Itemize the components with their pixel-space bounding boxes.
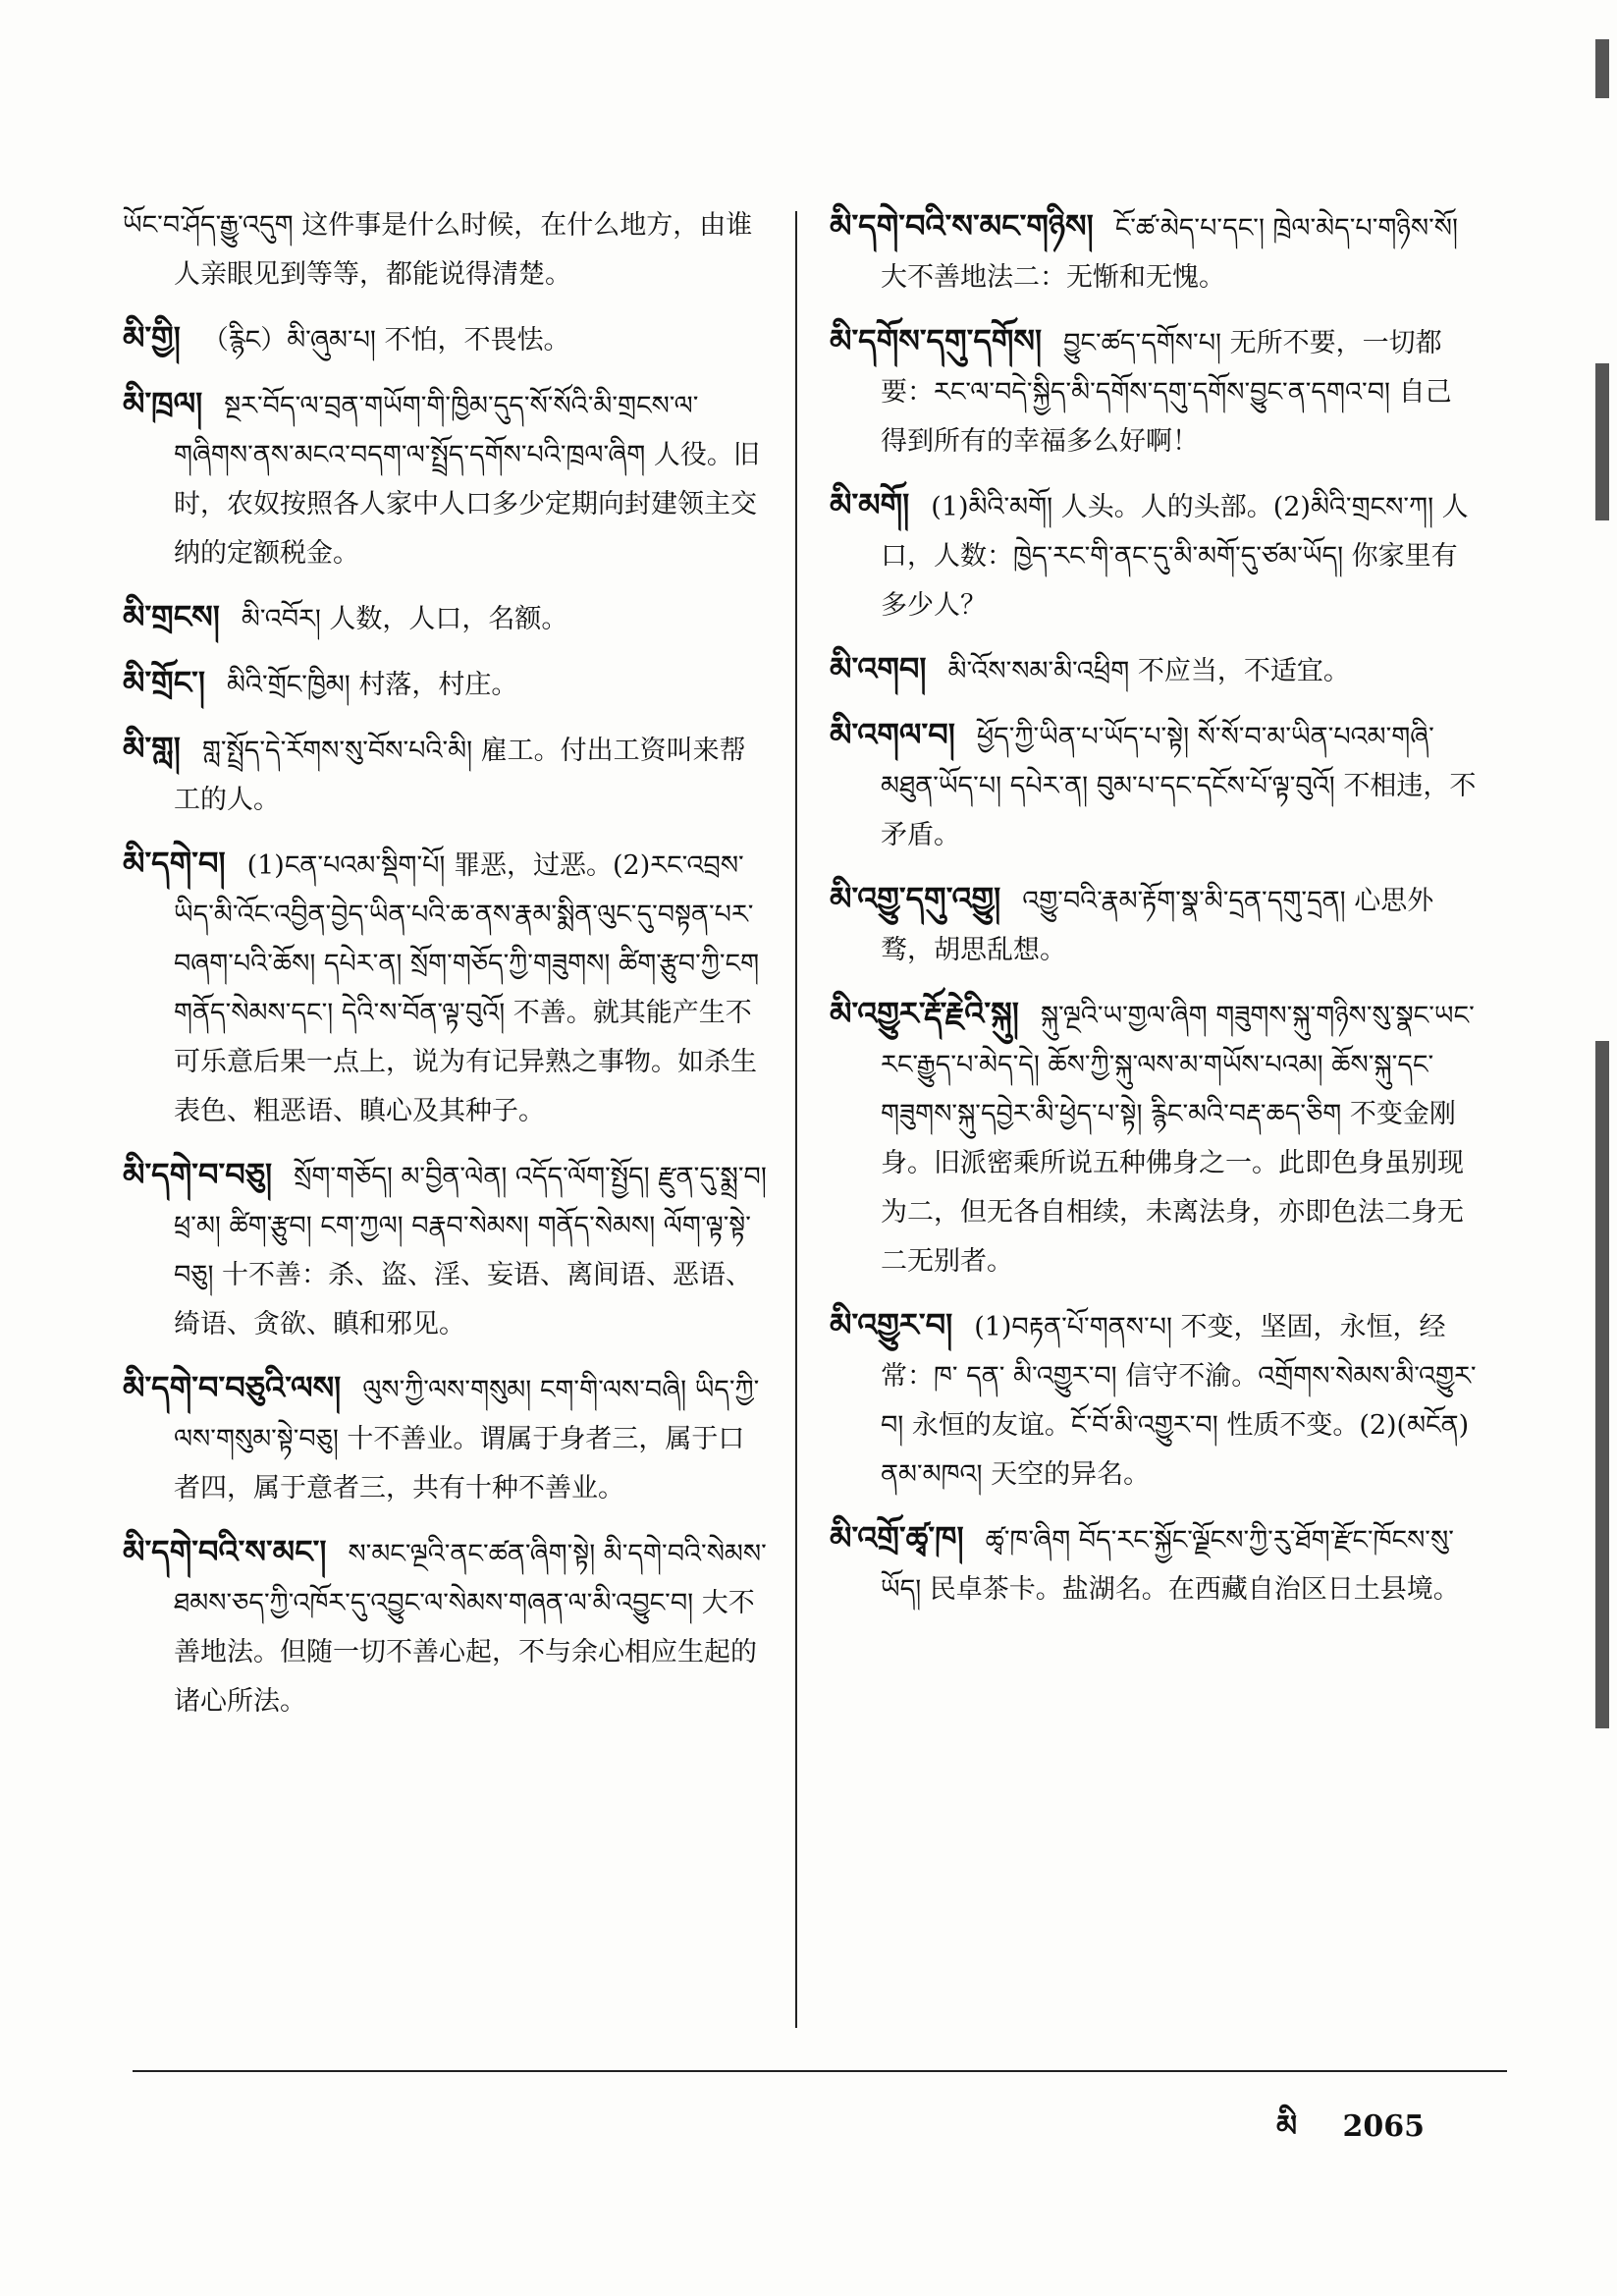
entry-headword: མི་ཁྲལ། [123, 385, 203, 422]
entry-definition: (1)མིའི་མགོ། 人头。人的头部。(2)མིའི་གྲངས་ཀ། 人口，人数：ཁྱེད་རང་གི་ནང་དུ་མི་མགོ་དུ་ཙམ་ཡོད། 你家里有多少人？ [881, 492, 1469, 621]
entry-definition: མི་འབོར། 人数，人口，名额。 [241, 604, 568, 634]
entry-definition: འགྱུ་བའི་རྣམ་རྟོག་སྣ་མི་དྲན་དགུ་དྲན། 心思外骛，胡思乱想。 [881, 886, 1434, 965]
dictionary-entry [123, 1527, 771, 1726]
dictionary-entry [830, 1300, 1478, 1500]
entry-definition: ལུས་ཀྱི་ལས་གསུམ། ངག་གི་ལས་བཞི། ཡིད་ཀྱི་ལས་གསུམ་སྟེ་བཅུ། 十不善业。谓属于身者三，属于口者四，属于意者三，共有十种不善业。 [174, 1375, 760, 1503]
dictionary-entry [123, 839, 771, 1136]
dictionary-entry [123, 201, 771, 300]
page-footer [1276, 2094, 1425, 2176]
entry-headword: མི་གྲངས། [123, 598, 220, 635]
entry-definition: སྐུ་ལྔའི་ཡ་གྱལ་ཞིག གཟུགས་སྐུ་གཉིས་སུ་སྣང་ཡང་རང་རྒྱུད་པ་མེད་དེ། ཆོས་ཀྱི་སྐུ་ལས་མ་གཡོས་པའམ། ཆོས་སྐུ་དང་གཟུགས་སྐུ་དབྱེར་མི་ཕྱེད་པ་སྟེ། རྙིང་མའི་བརྡ་ཆད་ཅིག 不变金刚身。旧派密乘所说五种佛身之一。此即色身虽别现为二，但无各自相续，未离法身，亦即色法二身无二无别者。 [881, 1001, 1475, 1277]
entry-definition: ཚྭ་ཁ་ཞིག བོད་རང་སྐྱོང་ལྗོངས་ཀྱི་རུ་ཐོག་རྫོང་ཁོངས་སུ་ཡོད། 民卓茶卡。盐湖名。在西藏自治区日土县境。 [881, 1525, 1460, 1605]
entry-headword: མི་དགེ་བའི་ས་མང་། [123, 1533, 327, 1570]
scan-edge-mark [1595, 1041, 1609, 1728]
page-number: 2065 [1342, 2109, 1426, 2144]
entry-definition: (1)ངན་པའམ་སྡིག་པོ། 罪恶，过恶。(2)རང་འབྲས་ཡིད་མི་འོང་འབྱིན་བྱེད་ཡིན་པའི་ཆ་ནས་རྣམ་སྨིན་ལུང་དུ་བསྟན་པར་བཞག་པའི་ཆོས། དཔེར་ན། སྲོག་གཅོད་ཀྱི་གཟུགས། ཚིག་རྩུབ་ཀྱི་ངག གནོད་སེམས་དང་། དེའི་ས་བོན་ལྟ་བུའོ། 不善。就其能产生不可乐意后果一点上，说为有记异熟之事物。如杀生表色、粗恶语、瞋心及其种子。 [174, 850, 760, 1126]
left-column [123, 201, 771, 1740]
entry-definition: བྱུང་ཚད་དགོས་པ། 无所不要，一切都要：རང་ལ་བདེ་སྐྱིད་མི་དགོས་དགུ་དགོས་བྱུང་ན་དགའ་བ། 自己得到所有的幸福多么好啊！ [881, 328, 1452, 457]
entry-definition: མིའི་གྲོང་ཁྱིམ། 村落，村庄。 [227, 670, 518, 700]
entry-headword: མི་འགྱུར་རྡོ་རྗེའི་སྐུ། [830, 995, 1019, 1032]
entry-definition: གླ་སྤྲོད་དེ་རོགས་སུ་བོས་པའི་མི། 雇工。付出工资叫来帮工的人。 [174, 736, 746, 815]
entry-headword: མི་དགེ་བ་བཅུའི་ལས། [123, 1369, 342, 1406]
dictionary-entry [830, 710, 1478, 860]
entry-definition: མི་འོས་སམ་མི་འཕྲིག 不应当，不适宜。 [947, 656, 1350, 686]
dictionary-entry [123, 379, 771, 578]
entry-definition: སྔར་བོད་ལ་བྲན་གཡོག་གི་ཁྱིམ་དུད་སོ་སོའི་མི་གྲངས་ལ་གཞིགས་ནས་མངའ་བདག་ལ་སྤྲོད་དགོས་པའི་ཁྲལ་ཞིག 人役。旧时，农奴按照各人家中人口多少定期向封建领主交纳的定额税金。 [174, 391, 760, 569]
entry-headword: མི་འགྲོ་ཚྭ་ཁ། [830, 1519, 964, 1557]
dictionary-entry [830, 201, 1478, 302]
scan-edge-mark [1595, 39, 1609, 98]
entry-headword: མི་གྱི། [123, 319, 181, 356]
dictionary-entry [123, 658, 771, 710]
entry-headword: མི་དགེ་བའི་ས་མང་གཉིས། [830, 207, 1094, 245]
entry-definition: སྲོག་གཅོད། མ་བྱིན་ལེན། འདོད་ལོག་སྤྱོད། རྫུན་དུ་སྨྲ་བ། ཕྲ་མ། ཚིག་རྩུབ། ངག་ཀྱལ། བརྣབ་སེམས། གནོད་སེམས། ལོག་ལྟ་སྟེ་བཅུ། 十不善：杀、盗、淫、妄语、离间语、恶语、绮语、贪欲、瞋和邪见。 [174, 1162, 767, 1339]
dictionary-entry [123, 592, 771, 644]
dictionary-entry [123, 1150, 771, 1349]
entry-headword: མི་གྲོང་། [123, 664, 206, 701]
entry-definition: ངོ་ཚ་མེད་པ་དང་། ཁྲེལ་མེད་པ་གཉིས་སོ། 大不善地法二：无惭和无愧。 [881, 213, 1458, 293]
entry-headword: མི་དགེ་བ། [123, 845, 226, 882]
column-divider [795, 211, 797, 2028]
entry-definition: （རྙིང）མི་ཞུམ་པ། 不怕，不畏怯。 [201, 325, 570, 355]
entry-definition: ས་མང་ལྔའི་ནང་ཚན་ཞིག་སྟེ། མི་དགེ་བའི་སེམས་ཐམས་ཅད་ཀྱི་འཁོར་དུ་འབྱུང་ལ་སེམས་གཞན་ལ་མི་འབྱུང་བ། 大不善地法。但随一切不善心起，不与余心相应生起的诸心所法。 [174, 1539, 767, 1717]
footer-rule [133, 2070, 1507, 2072]
entry-definition: ཕྱོད་ཀྱི་ཡིན་པ་ཡོད་པ་སྟེ། སོ་སོ་བ་མ་ཡིན་པའམ་གཞི་མཐུན་ཡོད་པ། དཔེར་ན། བུམ་པ་དང་དངོས་པོ་ལྟ་བུའོ། 不相违，不矛盾。 [881, 722, 1477, 850]
entry-definition: ཡོང་བ་ཤོད་རྒྱུ་འདུག 这件事是什么时候，在什么地方，由谁人亲眼见到等等，都能说得清楚。 [123, 210, 753, 290]
scan-edge-mark [1595, 363, 1609, 520]
entry-headword: མི་གླ། [123, 730, 181, 767]
entry-headword: མི་འགྱུ་དགུ་འགྱུ། [830, 880, 1001, 917]
entry-headword: མི་འགྱུར་བ། [830, 1306, 953, 1343]
dictionary-entry [123, 313, 771, 365]
dictionary-entry [830, 644, 1478, 696]
right-column [830, 201, 1478, 1628]
entry-headword: མི་དགེ་བ་བཅུ། [123, 1156, 273, 1193]
dictionary-entry [830, 1513, 1478, 1614]
entry-headword: མི་མགོ། [830, 486, 910, 523]
dictionary-entry [830, 316, 1478, 466]
entry-headword: མི་འགབ། [830, 650, 927, 687]
dictionary-entry [123, 724, 771, 825]
dictionary-entry [830, 480, 1478, 630]
section-letter: མི [1276, 2109, 1298, 2144]
dictionary-entry [123, 1363, 771, 1513]
dictionary-entry [830, 874, 1478, 975]
dictionary-entry [830, 989, 1478, 1286]
entry-headword: མི་འགལ་བ། [830, 716, 955, 753]
entry-headword: མི་དགོས་དགུ་དགོས། [830, 322, 1043, 359]
entry-definition: (1)བརྟན་པོ་གནས་པ། 不变，坚固，永恒，经常：ཁ་ དན་ མི་འགྱུར་བ། 信守不渝。འགྲོགས་སེམས་མི་འགྱུར་བ། 永恒的友谊。ངོ་བོ་མི་འགྱུར་བ། 性质不变。(2)(མངོན) ནམ་མཁའ། 天空的异名。 [881, 1312, 1477, 1490]
